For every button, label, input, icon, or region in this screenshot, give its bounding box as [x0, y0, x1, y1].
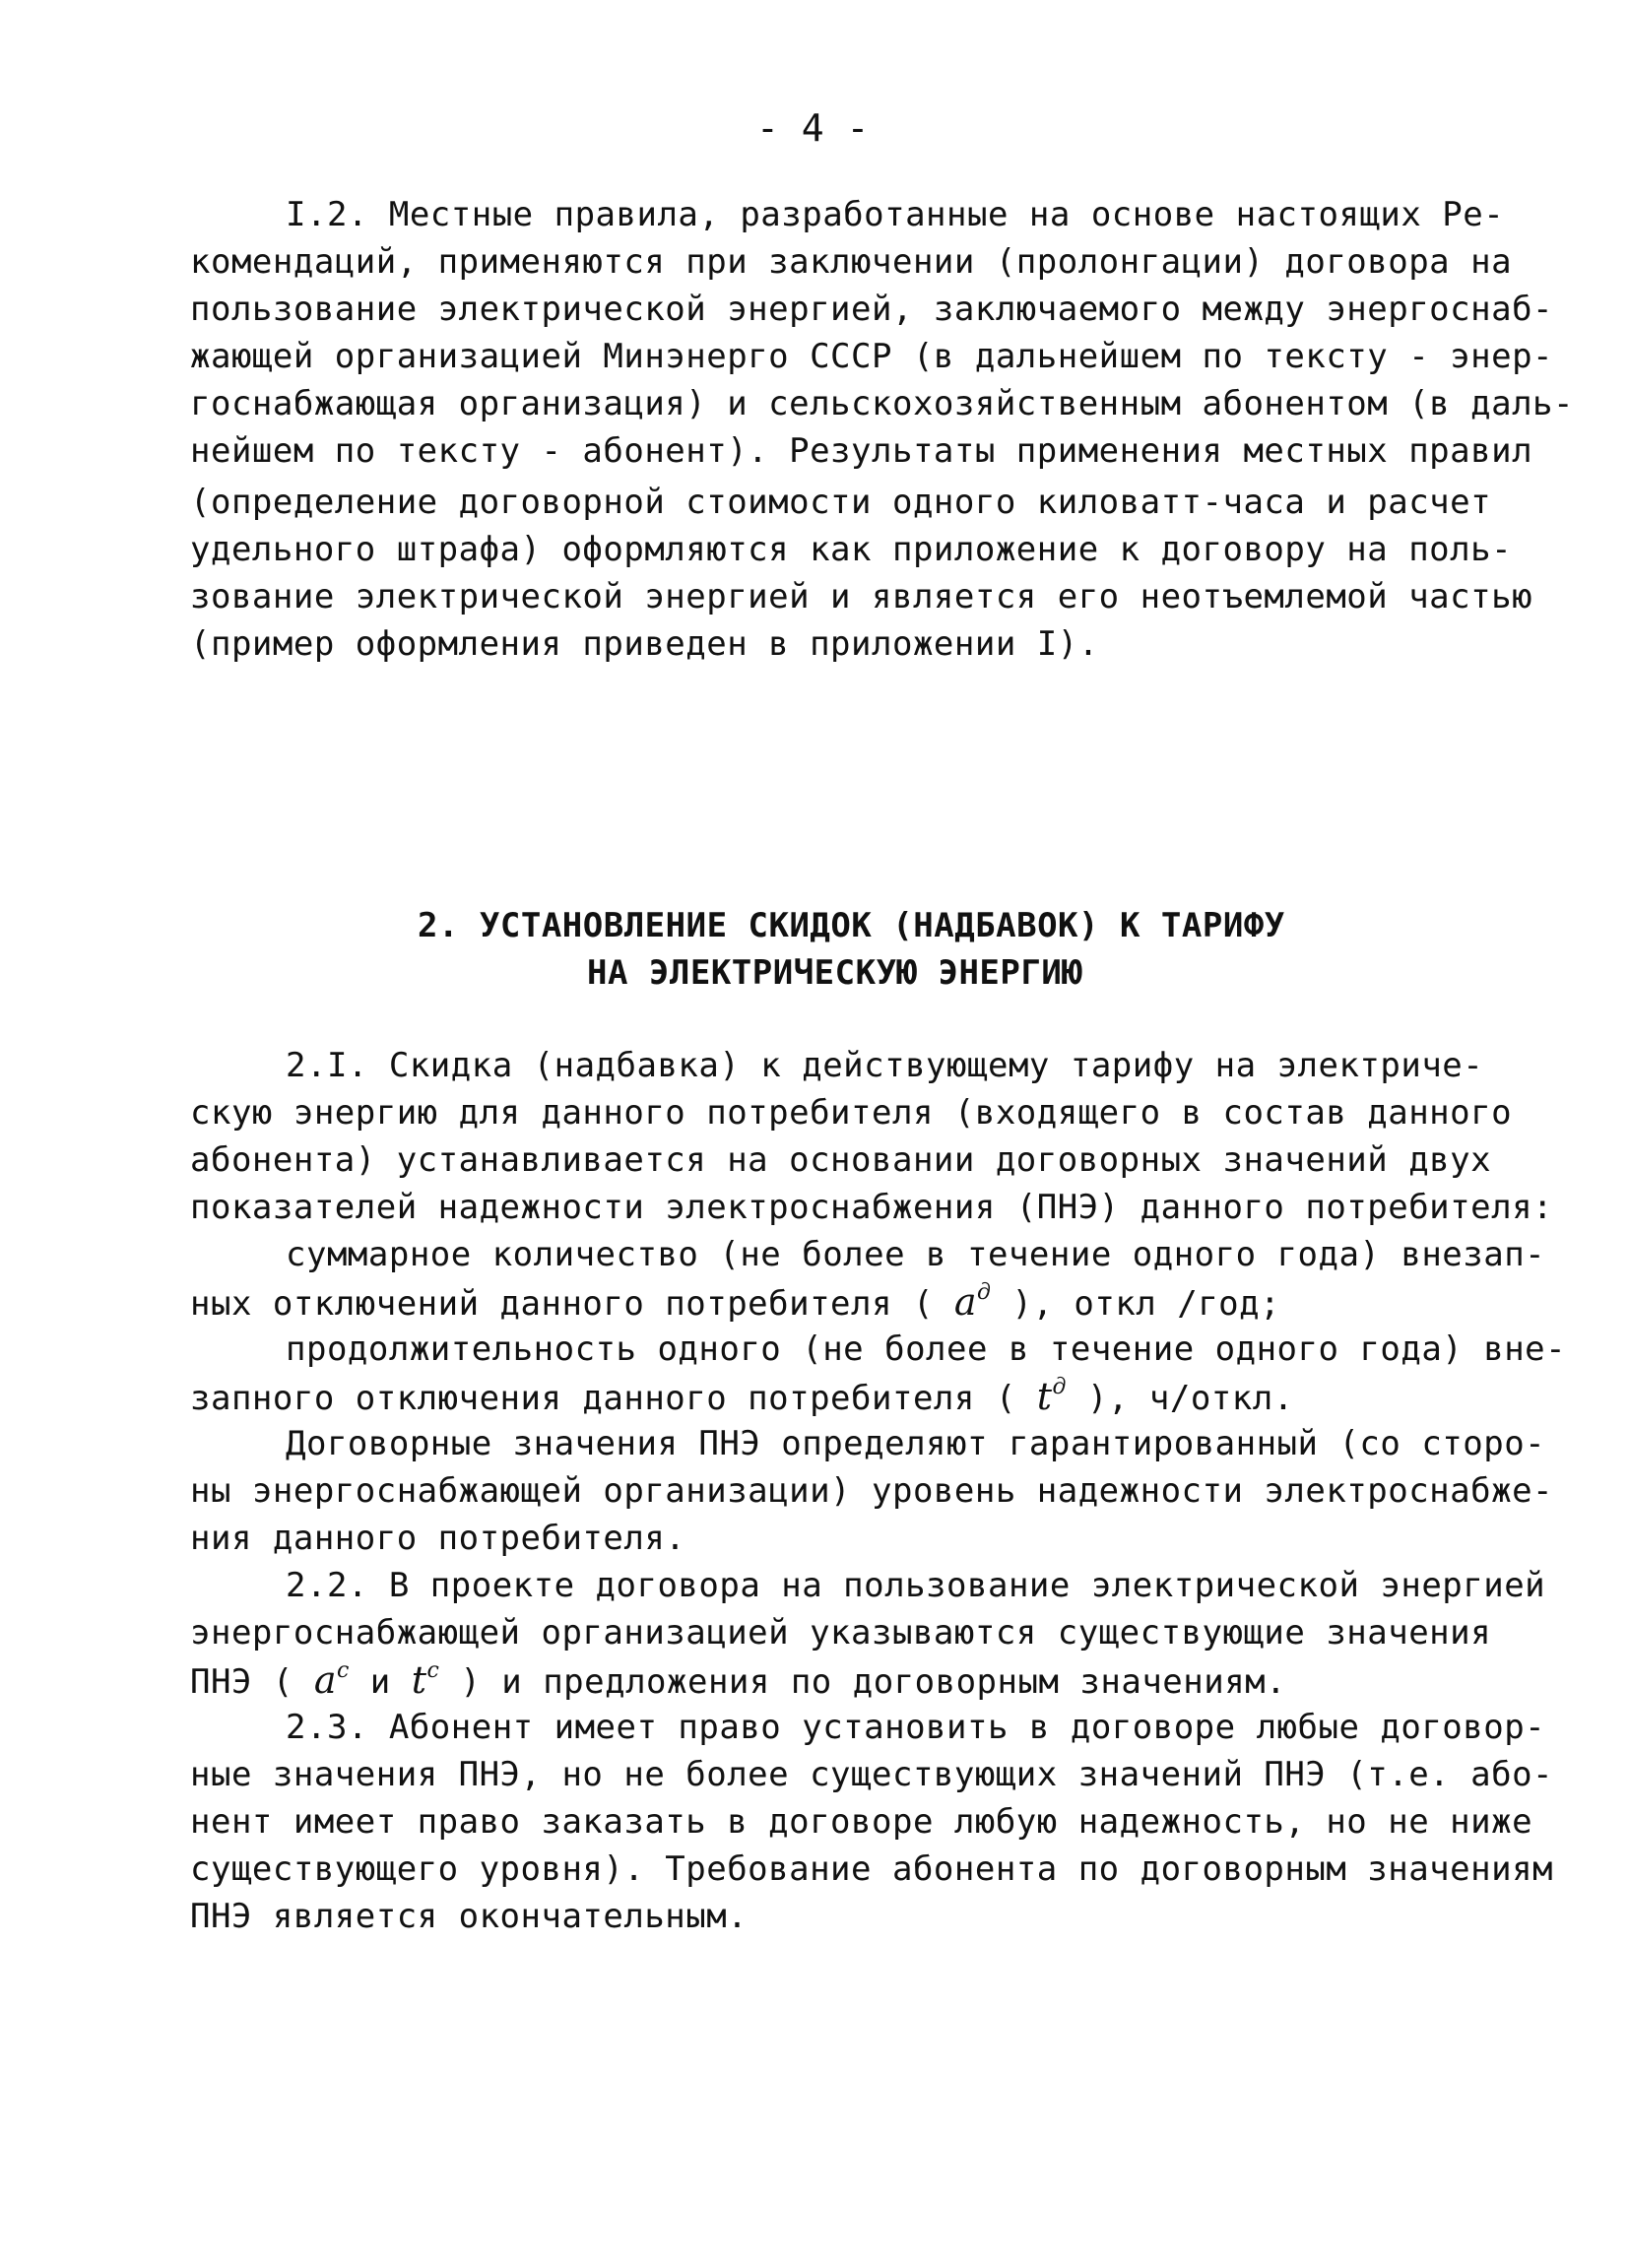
paragraph-line: продолжительность одного (не более в течение одного года) вне- [286, 1329, 1567, 1369]
paragraph-line: госнабжающая организация) и сельскохозяйственным абонентом (в даль- [190, 384, 1574, 423]
paragraph-line: комендаций, применяются при заключении (пролонгации) договора на [190, 242, 1513, 282]
text: и [349, 1662, 412, 1702]
text: ) и предложения по договорным значениям. [439, 1662, 1287, 1702]
paragraph-line: (определение договорной стоимости одного киловатт-часа и расчет [190, 483, 1492, 522]
section-heading-line-1: 2. УСТАНОВЛЕНИЕ СКИДОК (НАДБАВОК) К ТАРИФУ [418, 906, 1285, 945]
formula-line-ac-tc [190, 1660, 1286, 1702]
paragraph-line: ны энергоснабжающей организации) уровень надежности электроснабже- [190, 1471, 1554, 1511]
paragraph-line: удельного штрафа) оформляются как приложение к договору на поль- [190, 530, 1513, 569]
formula-line-a [190, 1282, 1280, 1324]
page-number: - 4 - [756, 106, 870, 150]
paragraph-line: ПНЭ является окончательным. [190, 1897, 749, 1936]
paragraph-line: пользование электрической энергией, заключаемого между энергоснаб- [190, 290, 1554, 329]
paragraph-line: (пример оформления приведен в приложении I). [190, 624, 1099, 664]
paragraph-line: нейшем по тексту - абонент). Результаты применения местных правил [190, 431, 1533, 471]
paragraph-line: показателей надежности электроснабжения (ПНЭ) данного потребителя: [190, 1188, 1554, 1227]
paragraph-line: суммарное количество (не более в течение одного года) внезап- [286, 1235, 1546, 1274]
paragraph-line: нент имеет право заказать в договоре любую надежность, но не ниже [190, 1802, 1533, 1842]
paragraph-line: ные значения ПНЭ, но не более существующих значений ПНЭ (т.е. або- [190, 1755, 1554, 1794]
section-heading-line-2: НА ЭЛЕКТРИЧЕСКУЮ ЭНЕРГИЮ [587, 953, 1083, 993]
paragraph-line: энергоснабжающей организацией указываются существующие значения [190, 1613, 1492, 1652]
superscript-c: с [426, 1658, 440, 1683]
variable-a: a [953, 1280, 978, 1324]
variable-t: t [411, 1658, 427, 1702]
variable-t: t [1036, 1375, 1053, 1418]
paragraph-line: 2.2. В проекте договора на пользование электрической энергией [286, 1566, 1546, 1605]
paragraph-line: ния данного потребителя. [190, 1519, 686, 1558]
text: ), откл /год; [991, 1284, 1281, 1324]
superscript-d: д [1052, 1375, 1067, 1399]
text: ), ч/откл. [1067, 1379, 1294, 1418]
text: ПНЭ ( [190, 1662, 314, 1702]
text: ных отключений данного потребителя ( [190, 1284, 954, 1324]
paragraph-line: зование электрической энергией и является его неотъемлемой частью [190, 577, 1533, 616]
paragraph-line: абонента) устанавливается на основании договорных значений двух [190, 1140, 1492, 1180]
paragraph-line: Договорные значения ПНЭ определяют гарантированный (со сторо- [286, 1424, 1546, 1463]
formula-line-t [190, 1377, 1294, 1418]
variable-a: a [313, 1658, 337, 1702]
paragraph-line: 2.I. Скидка (надбавка) к действующему тарифу на электриче- [286, 1046, 1484, 1085]
superscript-c: с [336, 1658, 350, 1683]
paragraph-line: жающей организацией Минэнерго СССР (в дальнейшем по тексту - энер- [190, 337, 1554, 376]
text: запного отключения данного потребителя ( [190, 1379, 1037, 1418]
paragraph-line: 2.3. Абонент имеет право установить в договоре любые договор- [286, 1708, 1546, 1747]
paragraph-line: существующего уровня). Требование абонента по договорным значениям [190, 1849, 1554, 1889]
superscript-d: д [977, 1280, 992, 1305]
paragraph-line: I.2. Местные правила, разработанные на основе настоящих Ре- [286, 195, 1505, 234]
paragraph-line: скую энергию для данного потребителя (входящего в состав данного [190, 1093, 1513, 1133]
